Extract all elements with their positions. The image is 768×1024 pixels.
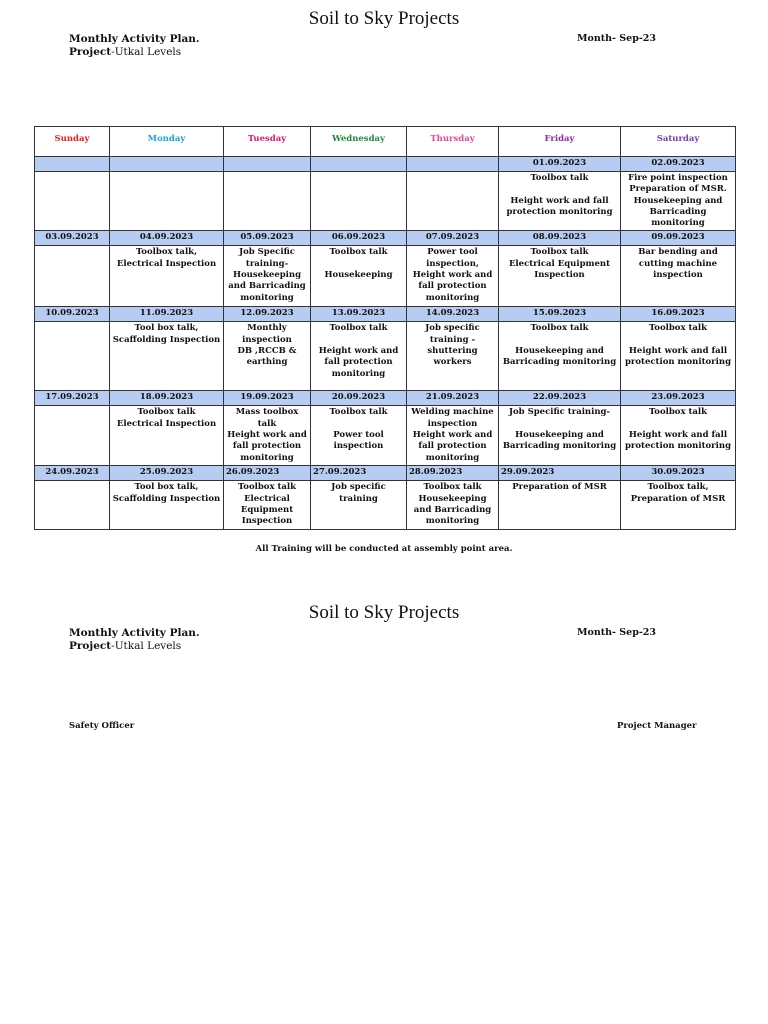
activity-cell-sunday [35,172,110,231]
date-cell-saturday: 02.09.2023 [621,157,736,172]
project-manager-signature: Project Manager [617,721,697,731]
activity-cell-wednesday: Job specific training [311,481,407,529]
activity-row [35,406,736,466]
date-cell-wednesday: 13.09.2023 [311,307,407,322]
date-cell-friday: 01.09.2023 [499,157,621,172]
activity-cell-monday: Toolbox talk, Electrical Inspection [110,246,224,307]
activity-cell-thursday: Power tool inspection, Height work and fall protection monitoring [407,246,499,307]
date-cell-tuesday: 26.09.2023 [224,466,311,481]
project-value-2: -Utkal Levels [111,640,182,652]
activity-cell-friday: Job Specific training- Housekeeping and Barricading monitoring [499,406,621,466]
activity-cell-friday: Toolbox talk Electrical Equipment Inspection [499,246,621,307]
date-cell-thursday: 28.09.2023 [407,466,499,481]
date-cell-monday: 04.09.2023 [110,231,224,246]
activity-cell-saturday: Bar bending and cutting machine inspection [621,246,736,307]
date-cell-monday: 18.09.2023 [110,391,224,406]
date-cell-saturday: 30.09.2023 [621,466,736,481]
date-cell-thursday: 14.09.2023 [407,307,499,322]
project-value: -Utkal Levels [111,46,182,58]
date-cell-friday: 15.09.2023 [499,307,621,322]
activity-cell-monday: Tool box talk, Scaffolding Inspection [110,481,224,529]
activity-cell-tuesday: Job Specific training- Housekeeping and Barricading monitoring [224,246,311,307]
weekday-monday: Monday [110,127,224,157]
date-cell-sunday: 17.09.2023 [35,391,110,406]
activity-cell-saturday: Toolbox talk Height work and fall protection monitoring [621,406,736,466]
weekday-tuesday: Tuesday [224,127,311,157]
activity-cell-thursday: Welding machine inspection Height work and fall protection monitoring [407,406,499,466]
activity-cell-tuesday [224,172,311,231]
weekday-friday: Friday [499,127,621,157]
date-cell-sunday: 10.09.2023 [35,307,110,322]
plan-label-2: Monthly Activity Plan. [69,627,200,639]
date-cell-monday [110,157,224,172]
activity-cell-sunday [35,246,110,307]
activity-calendar [34,126,736,530]
month-label-2: Month- Sep-23 [577,627,657,638]
date-cell-friday: 08.09.2023 [499,231,621,246]
activity-cell-wednesday: Toolbox talk Power tool inspection [311,406,407,466]
plan-label: Monthly Activity Plan. [69,33,200,45]
date-row [35,157,736,172]
month-label: Month- Sep-23 [577,33,657,44]
activity-cell-sunday [35,481,110,529]
activity-cell-thursday: Job specific training - shuttering workers [407,322,499,391]
date-cell-thursday: 21.09.2023 [407,391,499,406]
activity-cell-friday: Toolbox talk Housekeeping and Barricading monitoring [499,322,621,391]
date-cell-monday: 11.09.2023 [110,307,224,322]
date-cell-sunday [35,157,110,172]
weekday-thursday: Thursday [407,127,499,157]
activity-cell-wednesday: Toolbox talk Height work and fall protection monitoring [311,322,407,391]
date-cell-friday: 29.09.2023 [499,466,621,481]
date-row [35,231,736,246]
activity-cell-monday: Tool box talk, Scaffolding Inspection [110,322,224,391]
activity-cell-saturday: Fire point inspection Preparation of MSR. Housekeeping and Barricading monitoring [621,172,736,231]
activity-row [35,322,736,391]
date-cell-tuesday: 05.09.2023 [224,231,311,246]
activity-cell-sunday [35,406,110,466]
date-cell-thursday [407,157,499,172]
activity-row [35,172,736,231]
date-cell-sunday: 24.09.2023 [35,466,110,481]
date-cell-monday: 25.09.2023 [110,466,224,481]
project-line [69,46,181,58]
training-note: All Training will be conducted at assembly point area. [255,544,513,554]
date-cell-sunday: 03.09.2023 [35,231,110,246]
weekday-sunday: Sunday [35,127,110,157]
date-cell-saturday: 09.09.2023 [621,231,736,246]
date-cell-wednesday: 20.09.2023 [311,391,407,406]
date-cell-wednesday: 06.09.2023 [311,231,407,246]
activity-cell-sunday [35,322,110,391]
activity-row [35,246,736,307]
activity-cell-saturday: Toolbox talk, Preparation of MSR [621,481,736,529]
project-line-2 [69,640,181,652]
date-row [35,391,736,406]
activity-cell-monday: Toolbox talk Electrical Inspection [110,406,224,466]
activity-cell-monday [110,172,224,231]
activity-cell-tuesday: Mass toolbox talk Height work and fall protection monitoring [224,406,311,466]
activity-cell-tuesday: Toolbox talk Electrical Equipment Inspection [224,481,311,529]
date-cell-tuesday: 12.09.2023 [224,307,311,322]
page-title-2: Soil to Sky Projects [308,602,460,623]
activity-cell-wednesday: Toolbox talk Housekeeping [311,246,407,307]
date-cell-thursday: 07.09.2023 [407,231,499,246]
activity-cell-thursday [407,172,499,231]
date-row [35,466,736,481]
date-cell-saturday: 16.09.2023 [621,307,736,322]
date-cell-tuesday: 19.09.2023 [224,391,311,406]
weekday-wednesday: Wednesday [311,127,407,157]
activity-cell-tuesday: Monthly inspection DB ,RCCB & earthing [224,322,311,391]
safety-officer-signature: Safety Officer [69,721,135,731]
activity-row [35,481,736,529]
date-cell-friday: 22.09.2023 [499,391,621,406]
page-title: Soil to Sky Projects [308,8,460,29]
activity-cell-friday: Toolbox talk Height work and fall protection monitoring [499,172,621,231]
date-cell-wednesday [311,157,407,172]
date-cell-saturday: 23.09.2023 [621,391,736,406]
date-cell-tuesday [224,157,311,172]
project-label: Project [69,46,112,58]
activity-cell-friday: Preparation of MSR [499,481,621,529]
activity-cell-saturday: Toolbox talk Height work and fall protection monitoring [621,322,736,391]
activity-cell-thursday: Toolbox talk Housekeeping and Barricading monitoring [407,481,499,529]
activity-cell-wednesday [311,172,407,231]
weekday-header-row [35,127,736,157]
project-label-2: Project [69,640,112,652]
date-cell-wednesday: 27.09.2023 [311,466,407,481]
weekday-saturday: Saturday [621,127,736,157]
date-row [35,307,736,322]
